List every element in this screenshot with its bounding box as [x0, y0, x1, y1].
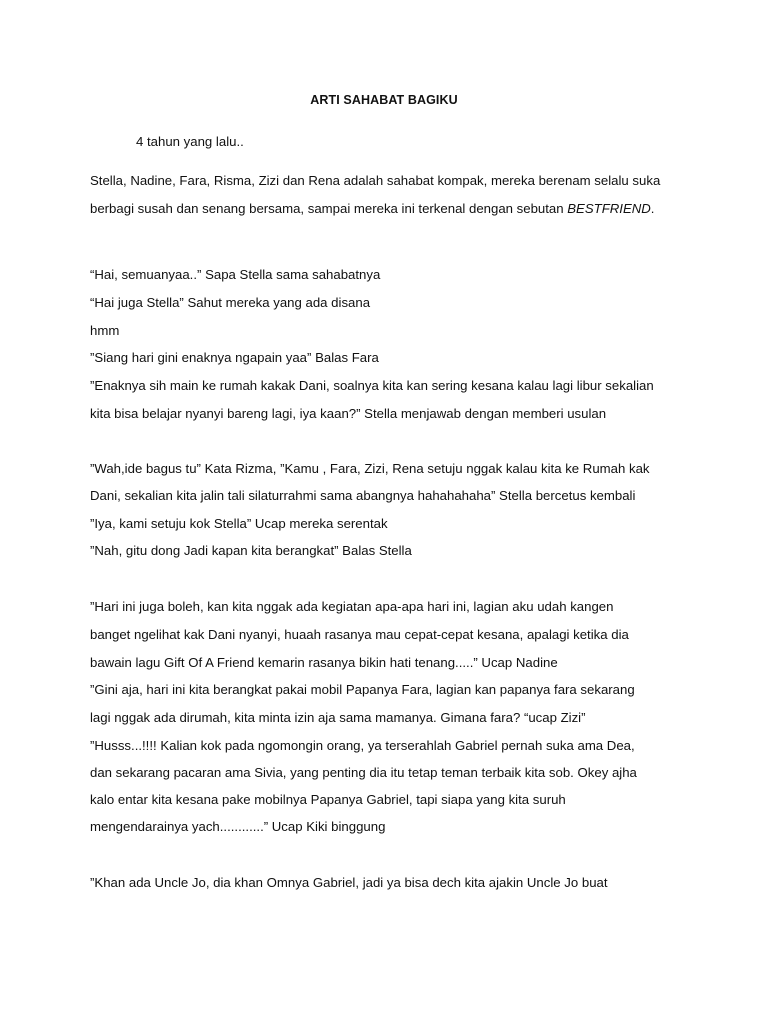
- document-title: ARTI SAHABAT BAGIKU: [310, 93, 458, 107]
- paragraph-text: .: [650, 201, 655, 216]
- dialogue-line: bawain lagu Gift Of A Friend kemarin rasanya bikin hati tenang.....” Ucap Nadine: [90, 655, 558, 670]
- dialogue-line: kita bisa belajar nyanyi bareng lagi, iya kaan?” Stella menjawab dengan memberi usulan: [90, 406, 607, 421]
- dialogue-line: ”Husss...!!!! Kalian kok pada ngomongin orang, ya terserahlah Gabriel pernah suka ama Dea,: [90, 738, 635, 753]
- dialogue-line: ”Wah,ide bagus tu” Kata Rizma, ”Kamu , Fara, Zizi, Rena setuju nggak kalau kita ke Rumah kak: [90, 461, 650, 476]
- paragraph-text: berbagi susah dan senang bersama, sampai mereka ini terkenal dengan sebutan: [90, 201, 568, 216]
- dialogue-line: ”Nah, gitu dong Jadi kapan kita berangkat” Balas Stella: [90, 543, 412, 558]
- dialogue-line: ”Enaknya sih main ke rumah kakak Dani, soalnya kita kan sering kesana kalau lagi libur sekalian: [90, 378, 654, 393]
- dialogue-line: ”Khan ada Uncle Jo, dia khan Omnya Gabriel, jadi ya bisa dech kita ajakin Uncle Jo buat: [90, 875, 608, 890]
- dialogue-line: ”Iya, kami setuju kok Stella” Ucap mereka serentak: [90, 516, 388, 531]
- dialogue-line: lagi nggak ada dirumah, kita minta izin aja sama mamanya. Gimana fara? “ucap Zizi”: [90, 710, 586, 725]
- dialogue-line: “Hai, semuanyaa..” Sapa Stella sama sahabatnya: [90, 267, 381, 282]
- dialogue-line: banget ngelihat kak Dani nyanyi, huaah rasanya mau cepat-cepat kesana, apalagi ketika dia: [90, 627, 629, 642]
- dialogue-line: kalo entar kita kesana pake mobilnya Papanya Gabriel, tapi siapa yang kita suruh: [90, 792, 566, 807]
- dialogue-line: hmm: [90, 323, 120, 338]
- dialogue-line: ”Gini aja, hari ini kita berangkat pakai mobil Papanya Fara, lagian kan papanya fara sekarang: [90, 682, 635, 697]
- dialogue-line: “Hai juga Stella” Sahut mereka yang ada disana: [90, 295, 371, 310]
- emphasis-text: BESTFRIEND: [567, 201, 651, 216]
- dialogue-line: mengendarainya yach............” Ucap Kiki binggung: [90, 819, 386, 834]
- dialogue-line: ”Hari ini juga boleh, kan kita nggak ada kegiatan apa-apa hari ini, lagian aku udah kangen: [90, 599, 614, 614]
- dialogue-line: ”Siang hari gini enaknya ngapain yaa” Balas Fara: [90, 350, 379, 365]
- paragraph-line: [90, 200, 654, 218]
- paragraph-line: Stella, Nadine, Fara, Risma, Zizi dan Rena adalah sahabat kompak, mereka berenam selalu suka: [90, 173, 661, 188]
- dialogue-line: Dani, sekalian kita jalin tali silaturrahmi sama abangnya hahahahaha” Stella bercetus kembali: [90, 488, 636, 503]
- dialogue-line: dan sekarang pacaran ama Sivia, yang penting dia itu tetap teman terbaik kita sob. Okey ajha: [90, 765, 637, 780]
- paragraph-line: 4 tahun yang lalu..: [136, 134, 244, 149]
